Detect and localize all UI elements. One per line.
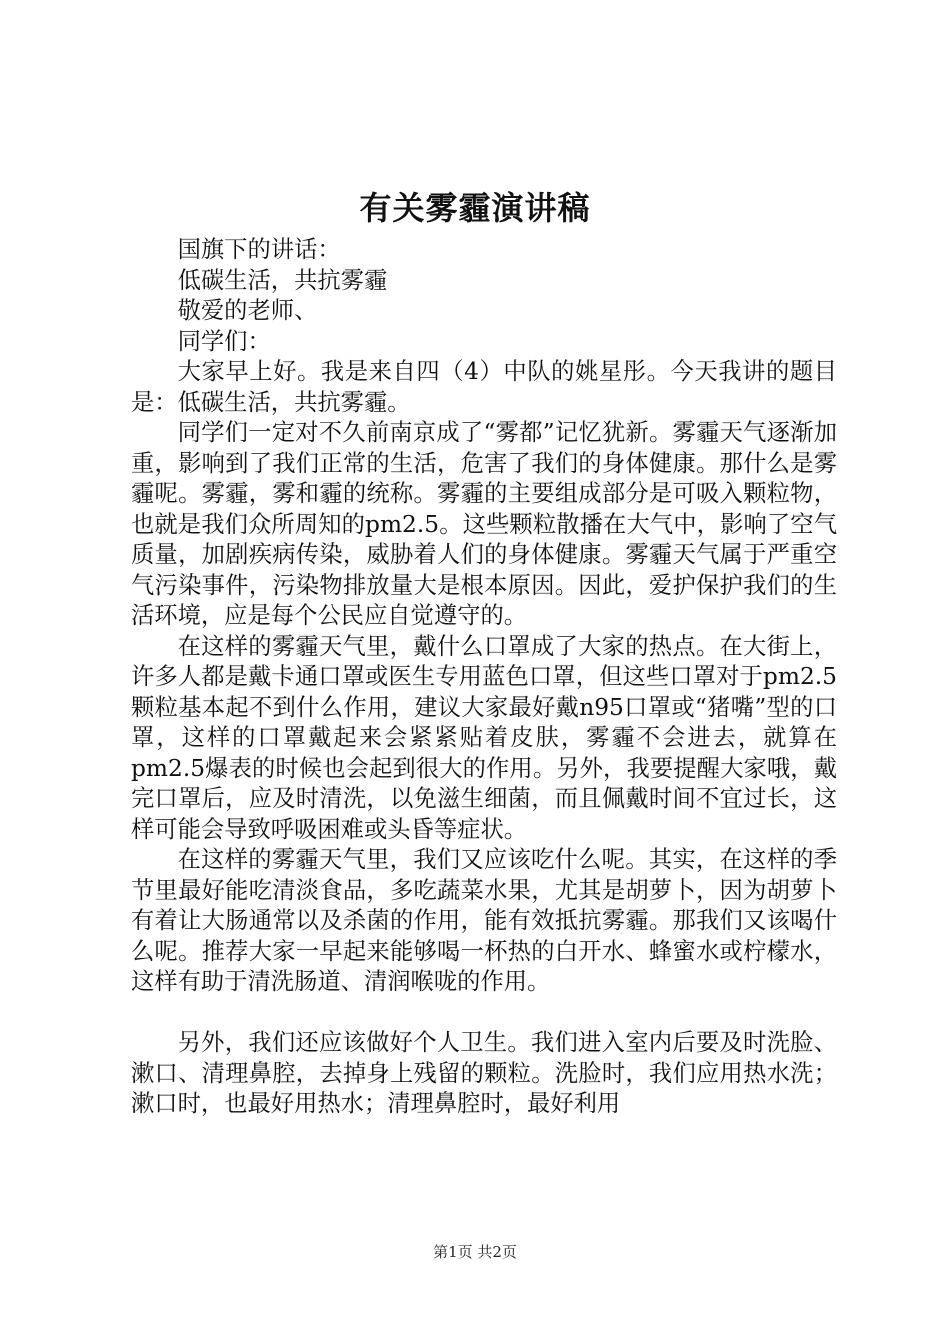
paragraph-2: 同学们一定对不久前南京成了“雾都”记忆犹新。雾霾天气逐渐加重，影响到了我们正常的生活，危害了我们的身体健康。那什么是雾霾呢。雾霾，雾和霾的统称。雾霾的主要组成部分是可吸入颗粒物，也就是我们众所周知的pm2.5。这些颗粒散播在大气中，影响了空气质量，加剧疾病传染，威胁着人们的身体健康。雾霾天气属于严重空气污染事件，污染物排放量大是根本原因。因此，爱护保护我们的生活环境，应是每个公民应自觉遵守的。 [131, 419, 837, 629]
header-line-3: 敬爱的老师、 [177, 297, 318, 324]
header-line-1: 国旗下的讲话： [177, 236, 341, 263]
paragraph-spacer [131, 998, 837, 1029]
document-title: 有关雾霾演讲稿 [359, 189, 591, 227]
header-line-4: 同学们： [177, 327, 271, 355]
paragraph-5: 另外，我们还应该做好个人卫生。我们进入室内后要及时洗脸、漱口、清理鼻腔，去掉身上残留的颗粒。洗脸时，我们应用热水洗；漱口时，也最好用热水；清理鼻腔时，最好利用 [131, 1029, 837, 1117]
document-body [131, 235, 837, 1120]
paragraph-4: 在这样的雾霾天气里，我们又应该吃什么呢。其实，在这样的季节里最好能吃清淡食品，多吃蔬菜水果，尤其是胡萝卜，因为胡萝卜有着让大肠通常以及杀菌的作用，能有效抵抗雾霾。那我们又该喝什么呢。推荐大家一早起来能够喝一杯热的白开水、蜂蜜水或柠檬水，这样有助于清洗肠道、清润喉咙的作用。 [131, 846, 837, 995]
paragraph-3: 在这样的雾霾天气里，戴什么口罩成了大家的热点。在大街上，许多人都是戴卡通口罩或医生专用蓝色口罩，但这些口罩对于pm2.5颗粒基本起不到什么作用，建议大家最好戴n95口罩或“猪嘴”型的口罩，这样的口罩戴起来会紧紧贴着皮肤，雾霾不会进去，就算在pm2.5爆表的时候也会起到很大的作用。另外，我要提醒大家哦，戴完口罩后，应及时清洗，以免滋生细菌，而且佩戴时间不宜过长，这样可能会导致呼吸困难或头昏等症状。 [131, 632, 837, 843]
header-line-2: 低碳生活，共抗雾霾 [177, 266, 388, 294]
page-footer: 第1页 共2页 [433, 1243, 517, 1261]
paragraph-1: 大家早上好。我是来自四（4）中队的姚星彤。今天我讲的题目是：低碳生活，共抗雾霾。 [131, 358, 837, 416]
